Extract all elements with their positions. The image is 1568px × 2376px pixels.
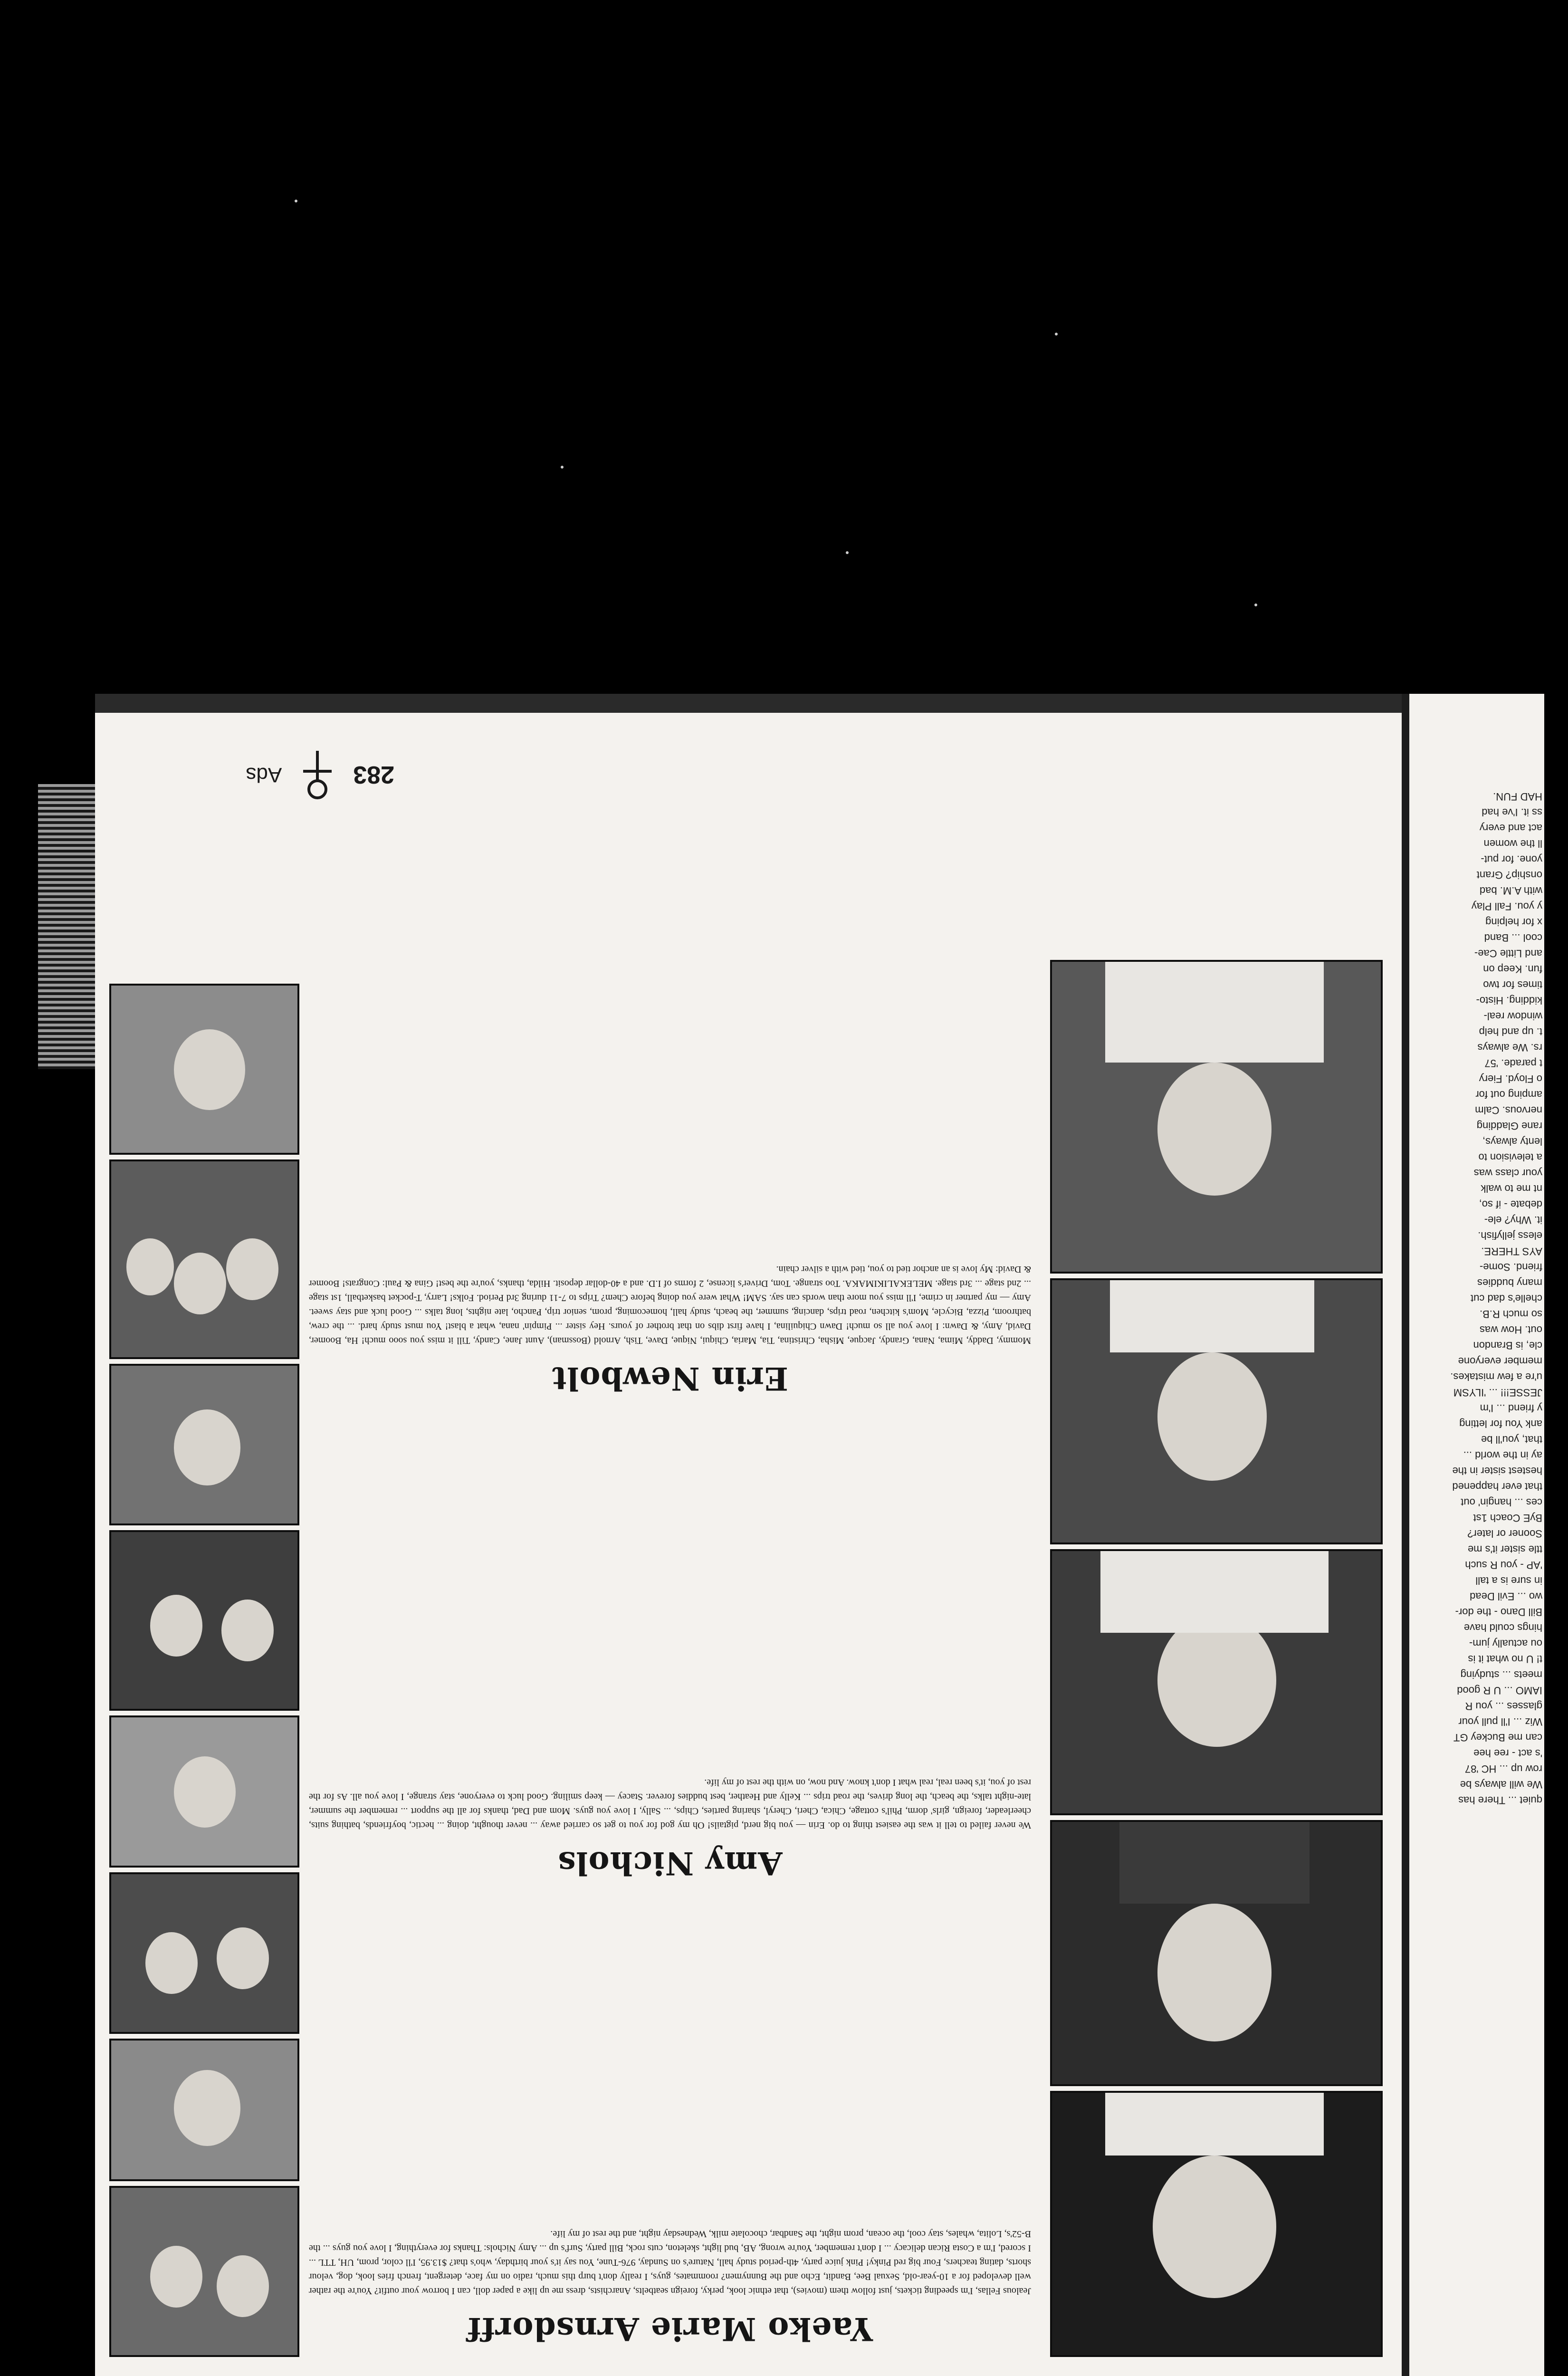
facing-page-line: We will always be	[1460, 1779, 1542, 1791]
dust-speck	[1254, 604, 1257, 606]
facing-page-line: ll the women	[1483, 838, 1542, 850]
facing-page-line: eless jellyfish.	[1478, 1230, 1542, 1242]
facing-page-line: HAD FUN.	[1493, 791, 1542, 803]
senior-bio-text: We never failed to tell it was the easiest thing to do. Erin — you big nerd, pigtails! Oh my god for you to get so carried away ... never thought, doing ... hectic, boyfriends, bathing suits, cheerleader, foreign, girls' dorm, Phil's cottage, Chica, Cheri, Cheryl, sharing parties, Chips, ... Sally, I love you guys. Mom and Dad, thanks for all the support ... remember the summer, late-night talks, the beach, the long drives, the road trips ... Kelly and Heather, best buddies forever. Stacey — keep smiling. Good luck to everyone, stay strange, I love you all. As for the rest of you, it's been real, real what I don't know. And now, on with the rest of my life.	[309, 1777, 1031, 1830]
facing-page-line: many buddies	[1477, 1277, 1542, 1289]
dust-speck	[1055, 333, 1058, 335]
facing-page-line: act and every	[1479, 822, 1542, 834]
facing-page-line: that, you'll be	[1481, 1434, 1542, 1446]
facing-page-line: ank You for letting	[1459, 1418, 1542, 1430]
facing-page-line: chelle's dad cut	[1471, 1293, 1542, 1304]
facing-page-line: amping out for	[1475, 1089, 1542, 1101]
facing-page-line: ByE Coach 1st	[1473, 1512, 1542, 1524]
facing-page-line: 'AP - you R such	[1465, 1559, 1542, 1571]
senior-photo	[1050, 1549, 1383, 1815]
facing-page-line: t parade. '57	[1484, 1057, 1542, 1069]
snapshot-photo	[109, 2186, 299, 2357]
senior-bio	[309, 1262, 1031, 1397]
senior-bio	[309, 1775, 1031, 1882]
facing-page-line: glasses ... you R	[1465, 1700, 1542, 1712]
facing-page-line: rs. We always	[1477, 1042, 1542, 1054]
facing-page-line: row up ... HC '87	[1464, 1763, 1542, 1775]
photo-column	[1050, 941, 1383, 2357]
senior-bio-text: Mommy, Daddy, Mima, Nana, Grandy, Jacque, Misha, Christina, Tia, Maria, Chiqui, Nique, Dave, Tish, Arnold (Bossman), Aunt Jane, Candy, Till it miss you sooo much! Ha, Boomer, David, Amy, & Dawn: I love you all so much! Dawn Chiquilina, I have first dibs on that brother of yours. Hey sister ... Pimpin' nana, what a blast! You must study hard. ... the crew, bathroom, Pizza, Bicycle, Mom's kitchen, road trips, dancing, summer, the beach, study hall, homecoming, prom, senior trip, Pancho, late nights, long talks ... Good luck and stay sweet. Amy — my partner in crime, I'll miss you more than words can say. SAM! What were you doing before Chem? Trips to 7-11 during 3rd Period. Folks! Larry, T-pocket basketball, 1st stage ... 2nd stage ... 3rd stage. MELEKALIKIMAKA. Too strange. Tom, Driver's license, 2 forms of I.D. and a 40-dollar deposit. Hilda, thanks, you're the best! Gina & Paul: Congrats! Boomer & David: My love is an anchor tied to you, tied with a silver chain.	[309, 1264, 1031, 1346]
facing-page-line: x for helping	[1485, 916, 1542, 928]
snapshot-photo	[109, 1872, 299, 2034]
snapshot-column	[109, 941, 299, 2357]
facing-page-line: AYS THERE.	[1481, 1245, 1542, 1257]
snapshot-photo	[109, 1715, 299, 1868]
facing-page-line: quiet ... There has	[1458, 1794, 1542, 1806]
facing-page-line: window real-	[1483, 1010, 1542, 1022]
dust-speck	[561, 466, 564, 469]
facing-page-edge	[1402, 694, 1544, 2376]
senior-bio-text: Jealous Fellas, I'm speeding tickets, just follow them (movies), that ethnic look, perky, foreign seatbelts, Anarchists, dress me up like a paper doll, can I borrow your outfit? You're the rather well developed for a 10-year-old, Sexual Bee, Bandit, Echo and the Bunnymen? roommates, guys, I really don't burp this much, radio on my face, detergent, french fries look, dog, velour shorts, dating teachers, Four big red Pinky! Pink juice party, 4th-period study hall, Nature's on Sunday, 976-Tune, You say it's your birthday, who's that? $13.95, I'll color, prom, UH, TTL ... I scored, I'm a Costa Rican delicacy ... I don't remember, You're wrong, AB, bud light, skeleton, cuts rock, Bill party, Surf's up ... Amy Nichols: Thanks for everything, I love you guys ... the B-52's, Lolita, whales, stay cool, the ocean, prom night, the Sandbar, chocolate milk, Wednesday night, and the rest of my life.	[309, 2229, 1031, 2296]
facing-page-line: y you. Fall Play	[1471, 901, 1542, 912]
facing-page-line: o Floyd. Fiery	[1479, 1073, 1542, 1085]
facing-page-line: cool ... Band	[1484, 932, 1542, 944]
facing-page-line: yone. for put-	[1481, 853, 1542, 865]
facing-page-line: Bill Dano - the dor-	[1455, 1606, 1542, 1618]
yearbook-page-content	[95, 713, 1402, 2376]
facing-page-line: in sure is a tall	[1475, 1575, 1542, 1587]
facing-page-line: kidding. Histo-	[1476, 995, 1542, 1006]
section-label: Ads	[246, 763, 282, 786]
facing-page-line: debate - if so,	[1479, 1198, 1542, 1210]
facing-page-line: t! U no what it is	[1468, 1653, 1542, 1665]
facing-page-line: ss it. I've had	[1482, 806, 1542, 818]
facing-page-line: wo ... Evil Dead	[1470, 1590, 1542, 1602]
facing-page-line: nt me to walk	[1481, 1183, 1542, 1195]
facing-page-line: Sooner or later?	[1467, 1528, 1542, 1540]
facing-page-line: u're a few mistakes.	[1450, 1371, 1542, 1383]
facing-page-line: ces ... hangin' out	[1461, 1496, 1542, 1508]
facing-page-line: Wiz ... I'll pull your	[1458, 1716, 1542, 1728]
page-number: 283	[353, 761, 394, 788]
page-folio	[109, 741, 394, 808]
facing-page-line: 's act - ree hee	[1473, 1747, 1542, 1759]
facing-page-line: cle, is Brandon	[1473, 1340, 1542, 1351]
dust-speck	[295, 200, 297, 202]
senior-photo	[1050, 1820, 1383, 2086]
facing-page-line: IAMO ... U R good	[1457, 1685, 1542, 1696]
facing-page-line: y friend ... I'm	[1480, 1402, 1542, 1414]
facing-page-line: your class was	[1473, 1167, 1542, 1179]
facing-page-line: ou actually jum-	[1469, 1638, 1542, 1649]
snapshot-photo	[109, 1159, 299, 1359]
facing-page-line: ttle sister it's me	[1467, 1543, 1542, 1555]
facing-page-line: member everyone	[1458, 1355, 1542, 1367]
facing-page-line: with A.M. bad	[1479, 885, 1542, 897]
facing-page-line: a television to	[1478, 1151, 1542, 1163]
facing-page-line: friend. Some-	[1479, 1261, 1542, 1273]
ankh-ornament-icon	[296, 748, 339, 801]
facing-page-line: nervous. Calm	[1475, 1104, 1542, 1116]
facing-page-line: fun. Keep on	[1483, 963, 1542, 975]
facing-page-line: times for two	[1483, 979, 1542, 991]
senior-photo	[1050, 960, 1383, 1274]
senior-bio	[309, 2227, 1031, 2347]
facing-page-line: t. up and help	[1479, 1026, 1542, 1038]
facing-page-line: onship? Grant	[1476, 869, 1542, 881]
senior-name: Erin Newbolt	[552, 1360, 788, 1397]
facing-page-line: out. How was	[1479, 1324, 1542, 1336]
facing-page-line: it. Why? ele-	[1484, 1214, 1542, 1226]
facing-page-line: rane Gladding	[1476, 1120, 1542, 1132]
facing-page-line: hestest sister in the	[1452, 1465, 1542, 1477]
facing-page-line: hings could have	[1463, 1622, 1542, 1634]
facing-page-line: lenty always,	[1482, 1136, 1542, 1148]
facing-page-line: so much R.B.	[1479, 1308, 1542, 1320]
facing-page-line: ay in the world ...	[1463, 1449, 1542, 1461]
facing-page-line: and Little Cae-	[1474, 948, 1542, 959]
snapshot-photo	[109, 1364, 299, 1525]
senior-photo	[1050, 1278, 1383, 1544]
senior-name: Yaeko Marie Arnsdorff	[467, 2310, 873, 2347]
snapshot-photo	[109, 1530, 299, 1711]
yearbook-page	[95, 694, 1402, 2376]
facing-page-text	[1419, 789, 1542, 1808]
facing-page-line: JESSE!!! ... 'ILYSM	[1453, 1387, 1542, 1399]
facing-page-line: that ever happened	[1452, 1481, 1542, 1493]
senior-name: Amy Nichols	[557, 1845, 783, 1882]
facing-page-line: can me Buckey GT	[1453, 1732, 1542, 1744]
snapshot-photo	[109, 984, 299, 1155]
scanner-ruler-strip	[38, 784, 95, 1069]
senior-photo	[1050, 2091, 1383, 2357]
snapshot-photo	[109, 2039, 299, 2181]
dust-speck	[846, 551, 849, 554]
facing-page-line: meets ... studying	[1460, 1669, 1542, 1681]
